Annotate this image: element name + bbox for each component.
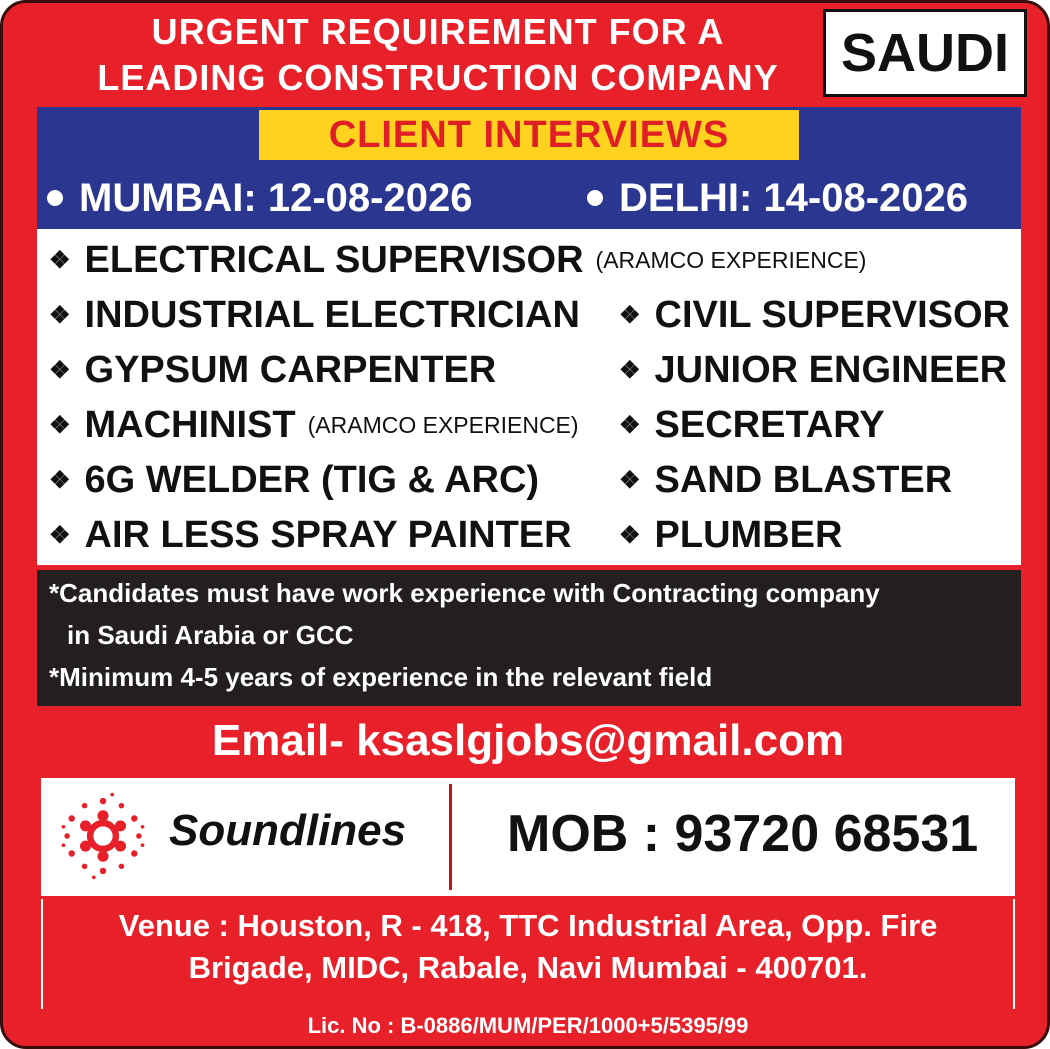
diamond-bullet-icon: ❖ (49, 521, 71, 549)
diamond-bullet-icon: ❖ (49, 466, 71, 494)
job-item (619, 508, 842, 562)
diamond-bullet-icon: ❖ (49, 246, 71, 274)
job-item (619, 288, 1010, 342)
job-title: JUNIOR ENGINEER (654, 348, 1008, 391)
requirement-line-3: *Minimum 4-5 years of experience in the relevant field (49, 662, 713, 692)
job-note: (ARAMCO EXPERIENCE) (595, 246, 867, 273)
diamond-bullet-icon: ❖ (619, 411, 641, 439)
job-item (49, 453, 539, 507)
job-title: 6G WELDER (TIG & ARC) (84, 458, 540, 501)
bullet-dot-icon (587, 190, 603, 206)
diamond-bullet-icon: ❖ (49, 411, 71, 439)
requirements-box (37, 570, 1021, 706)
diamond-bullet-icon: ❖ (49, 356, 71, 384)
location-delhi-text: DELHI: 14-08-2026 (619, 175, 969, 220)
location-delhi (587, 173, 968, 223)
license-number: Lic. No : B-0886/MUM/PER/1000+5/5395/99 (307, 1013, 749, 1038)
job-title: SECRETARY (654, 403, 885, 446)
soundlines-logo-icon (57, 790, 149, 882)
client-interviews-title: CLIENT INTERVIEWS (259, 110, 799, 160)
job-item (49, 233, 866, 287)
mobile-number[interactable]: MOB : 93720 68531 (507, 805, 979, 863)
headline-line-1: URGENT REQUIREMENT FOR A (151, 11, 725, 52)
location-mumbai (47, 173, 472, 223)
divider (449, 784, 452, 890)
email-contact[interactable]: Email- ksaslgjobs@gmail.com (211, 716, 845, 765)
venue-line-2: Brigade, MIDC, Rabale, Navi Mumbai - 400701. (188, 950, 868, 985)
brand-name: Soundlines (169, 806, 407, 855)
diamond-bullet-icon: ❖ (619, 356, 641, 384)
diamond-bullet-icon: ❖ (49, 301, 71, 329)
venue-box (41, 899, 1015, 1009)
job-title: AIR LESS SPRAY PAINTER (84, 513, 572, 556)
requirement-line-2: in Saudi Arabia or GCC (67, 620, 354, 650)
venue-line-1: Venue : Houston, R - 418, TTC Industrial Area, Opp. Fire (118, 908, 938, 943)
job-title: SAND BLASTER (654, 458, 953, 501)
location-mumbai-text: MUMBAI: 12-08-2026 (79, 175, 473, 220)
job-title: INDUSTRIAL ELECTRICIAN (84, 293, 580, 336)
job-item (49, 398, 579, 452)
job-title: PLUMBER (654, 513, 843, 556)
job-title: MACHINIST (84, 403, 296, 446)
job-item (49, 343, 496, 397)
job-title: GYPSUM CARPENTER (84, 348, 497, 391)
diamond-bullet-icon: ❖ (619, 301, 641, 329)
diamond-bullet-icon: ❖ (619, 466, 641, 494)
requirement-line-1: *Candidates must have work experience with Contracting company (49, 578, 880, 608)
headline (43, 9, 833, 101)
job-item (619, 453, 952, 507)
job-item (49, 288, 580, 342)
diamond-bullet-icon: ❖ (619, 521, 641, 549)
job-note: (ARAMCO EXPERIENCE) (307, 411, 579, 438)
job-title: ELECTRICAL SUPERVISOR (84, 238, 584, 281)
job-item (49, 508, 572, 562)
contact-box (41, 778, 1015, 896)
bullet-dot-icon (47, 190, 63, 206)
headline-line-2: LEADING CONSTRUCTION COMPANY (97, 57, 779, 98)
job-item (619, 343, 1007, 397)
job-list (37, 229, 1021, 565)
job-item (619, 398, 885, 452)
job-title: CIVIL SUPERVISOR (654, 293, 1010, 336)
country-badge: SAUDI (823, 9, 1027, 97)
